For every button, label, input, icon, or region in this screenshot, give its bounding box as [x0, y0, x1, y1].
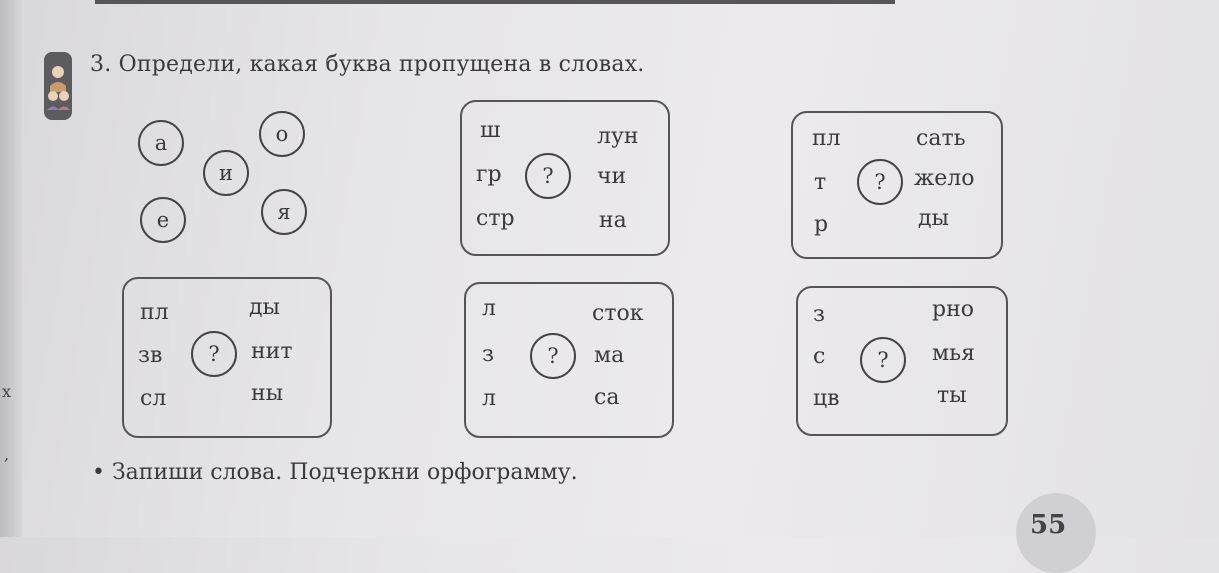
margin-mark: , — [4, 445, 10, 464]
word-part: л — [482, 296, 496, 321]
word-part: р — [814, 212, 829, 237]
word-part: рно — [932, 297, 974, 322]
missing-letter-circle: ? — [857, 159, 903, 205]
letter-option-o: о — [259, 111, 305, 157]
word-part: жело — [914, 166, 975, 191]
word-part: ды — [249, 295, 281, 320]
missing-letter-circle: ? — [191, 331, 237, 377]
task-title — [90, 52, 645, 77]
margin-mark: х — [2, 382, 12, 401]
word-part: ма — [594, 343, 625, 368]
word-part: с — [813, 344, 826, 369]
letter-option-i: и — [203, 150, 249, 196]
word-part: ты — [937, 383, 967, 408]
word-part: сток — [592, 301, 644, 326]
letter-option-e: е — [140, 197, 186, 243]
word-part: гр — [476, 162, 502, 187]
word-part: ш — [480, 118, 501, 143]
word-part: стр — [476, 206, 515, 231]
word-part: на — [599, 208, 627, 233]
word-part: са — [594, 385, 620, 410]
word-part: нит — [251, 339, 293, 364]
word-part: сать — [916, 126, 966, 151]
word-part: з — [813, 302, 825, 327]
word-part: пл — [812, 126, 841, 151]
word-part: т — [814, 170, 827, 195]
word-part: ны — [251, 381, 284, 406]
top-rule — [95, 0, 895, 4]
word-part: чи — [597, 164, 627, 189]
word-part: сл — [140, 386, 167, 411]
page-number: 55 — [1030, 510, 1067, 540]
word-part: з — [482, 342, 494, 367]
letter-option-ya: я — [261, 189, 307, 235]
word-part: цв — [813, 386, 840, 411]
word-part: мья — [932, 341, 975, 366]
missing-letter-circle: ? — [525, 153, 571, 199]
word-part: пл — [140, 300, 169, 325]
task-text: Определи, какая буква пропущена в словах. — [118, 52, 645, 77]
missing-letter-circle: ? — [530, 333, 576, 379]
word-part: лун — [597, 124, 639, 149]
letter-option-a: а — [138, 120, 184, 166]
word-part: зв — [138, 343, 163, 368]
missing-letter-circle: ? — [860, 337, 906, 383]
word-part: ды — [918, 206, 950, 231]
children-icon — [44, 52, 72, 120]
task-number: 3. — [90, 52, 112, 77]
word-part: л — [482, 386, 496, 411]
instruction-text: • Запиши слова. Подчеркни орфограмму. — [92, 460, 578, 485]
